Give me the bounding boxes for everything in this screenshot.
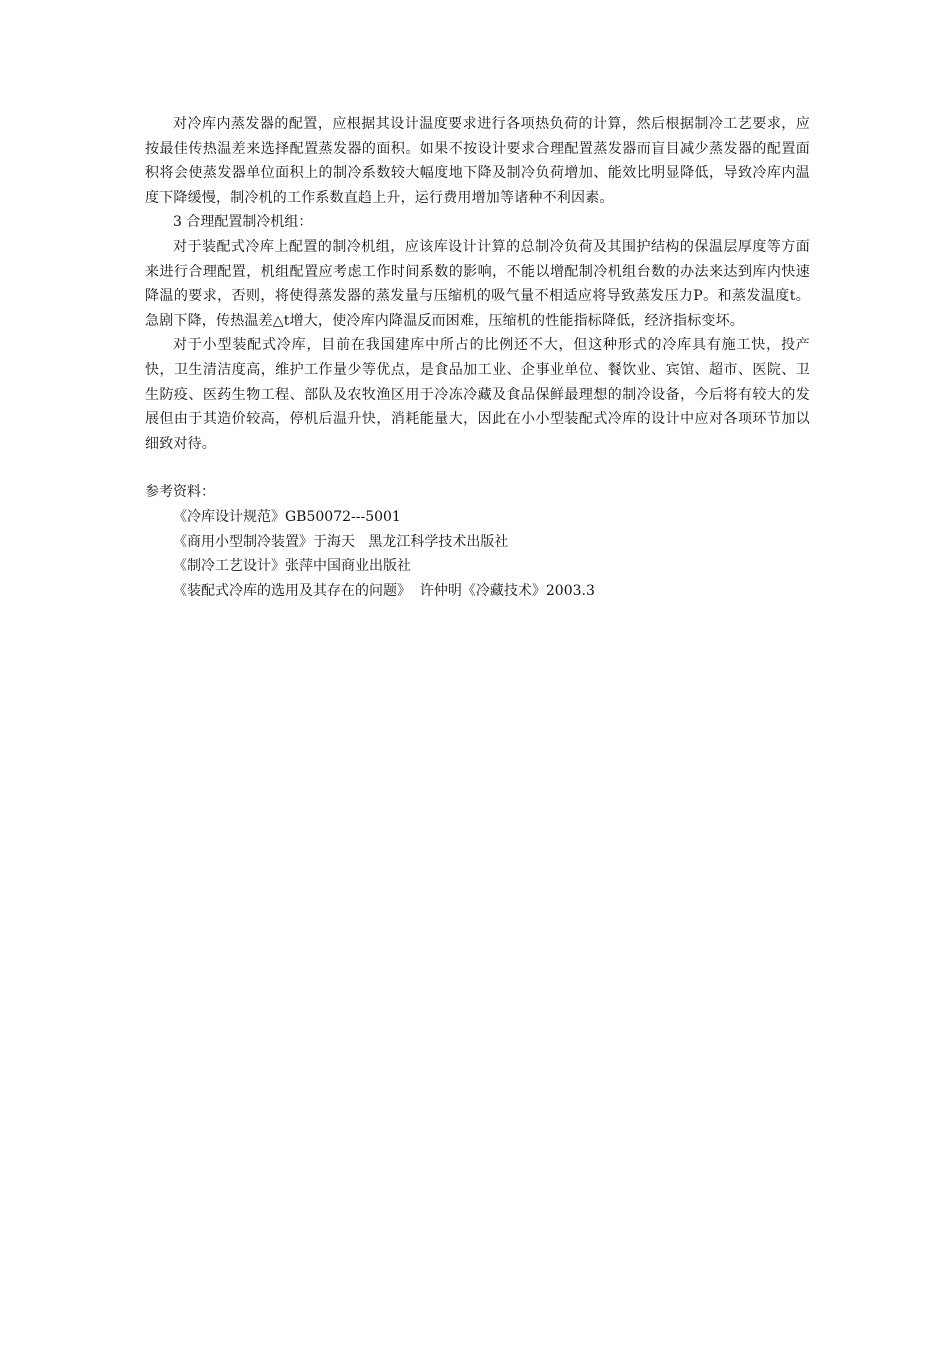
references-list <box>145 505 810 603</box>
reference-item: 《商用小型制冷装置》于海天 黑龙江科学技术出版社 <box>173 533 509 550</box>
document-body <box>145 112 810 603</box>
section-heading: 3 合理配置制冷机组： <box>173 214 313 231</box>
reference-item: 《冷库设计规范》GB50072---5001 <box>173 508 401 525</box>
reference-item: 《装配式冷库的选用及其存在的问题》 许仲明《冷藏技术》2003.3 <box>173 582 595 599</box>
paragraph-evaporator-configuration: 对冷库内蒸发器的配置，应根据其设计温度要求进行各项热负荷的计算，然后根据制冷工艺要求，应按最佳传热温差来选择配置蒸发器的面积。如果不按设计要求合理配置蒸发器而盲目减少蒸发器的配置面积将会使蒸发器单位面积上的制冷系数较大幅度地下降及制冷负荷增加、能效比明显降低，导致冷库内温度下降缓慢，制冷机的工作系数直趋上升，运行费用增加等诸种不利因素。 <box>145 116 810 206</box>
reference-item: 《制冷工艺设计》张萍中国商业出版社 <box>173 558 411 575</box>
paragraph-small-cold-storage: 对于小型装配式冷库，目前在我国建库中所占的比例还不大，但这种形式的冷库具有施工快，投产快，卫生清洁度高，维护工作量少等优点，是食品加工业、企事业单位、餐饮业、宾馆、超市、医院、卫生防疫、医药生物工程、部队及农牧渔区用于冷冻冷藏及食品保鲜最理想的制冷设备，今后将有较大的发展但由于其造价较高，停机后温升快，消耗能量大，因此在小小型装配式冷库的设计中应对各项环节加以细致对待。 <box>145 337 810 452</box>
paragraph-refrigeration-unit: 对于装配式冷库上配置的制冷机组，应该库设计计算的总制冷负荷及其围护结构的保温层厚度等方面来进行合理配置，机组配置应考虑工作时间系数的影响，不能以增配制冷机组台数的办法来达到库内快速降温的要求，否则，将使得蒸发器的蒸发量与压缩机的吸气量不相适应将导致蒸发压力P。和蒸发温度t。急剧下降，传热温差△t增大，使冷库内降温反而困难，压缩机的性能指标降低，经济指标变坏。 <box>145 238 810 329</box>
references-title: 参考资料： <box>145 484 215 501</box>
